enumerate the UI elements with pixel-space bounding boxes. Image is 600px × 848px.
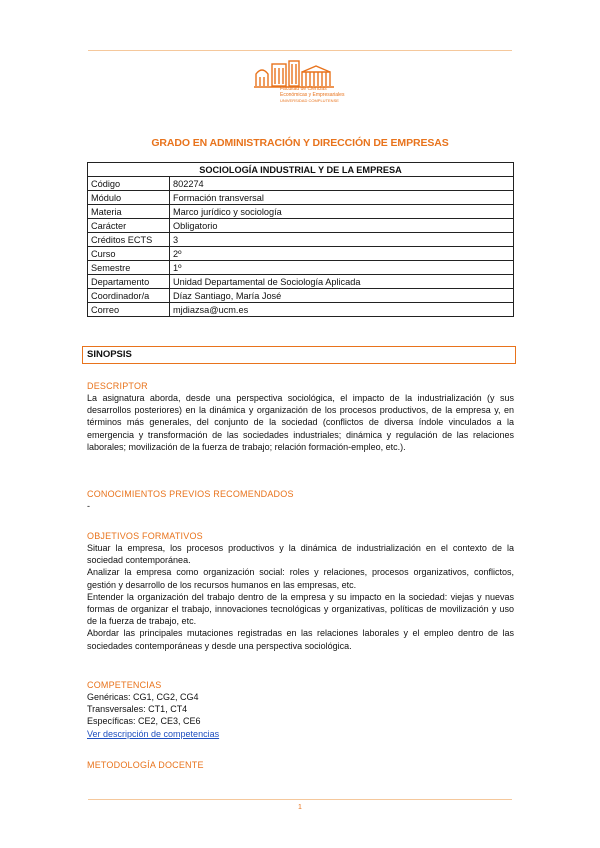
- prior-knowledge-heading: CONOCIMIENTOS PREVIOS RECOMENDADOS: [87, 489, 294, 499]
- table-row: [88, 191, 514, 205]
- row-value: Unidad Departamental de Sociología Aplicada: [170, 275, 514, 289]
- row-value: 802274: [170, 177, 514, 191]
- prior-knowledge-text: -: [87, 501, 90, 511]
- table-row: [88, 303, 514, 317]
- descriptor-section: [87, 380, 514, 453]
- table-row: [88, 275, 514, 289]
- row-label: Semestre: [88, 261, 170, 275]
- row-label: Departamento: [88, 275, 170, 289]
- objectives-heading: OBJETIVOS FORMATIVOS: [87, 531, 203, 541]
- objective-item: Entender la organización del trabajo dentro de la empresa y su impacto en la sociedad: viejas y nuevas formas de organizar el trabajo, innovaciones tecnológicas y organizativas, políticas de movilización y uso de la fuerza de trabajo, etc.: [87, 591, 514, 627]
- row-value: 2º: [170, 247, 514, 261]
- objectives-section: [87, 530, 514, 652]
- objective-item: Abordar las principales mutaciones registradas en las relaciones laborales y el empleo dentro de las sociedades contemporáneas y desde una perspectiva sociológica.: [87, 628, 514, 651]
- table-row: [88, 205, 514, 219]
- table-row: [88, 233, 514, 247]
- competencies-section: [87, 679, 514, 740]
- row-value: Formación transversal: [170, 191, 514, 205]
- course-title: SOCIOLOGÍA INDUSTRIAL Y DE LA EMPRESA: [88, 163, 514, 177]
- page-number: 1: [298, 804, 302, 811]
- header-rule: [88, 50, 512, 51]
- row-label: Créditos ECTS: [88, 233, 170, 247]
- objective-item: Analizar la empresa como organización social: roles y relaciones, procesos organizativos, conflictos, gestión y desarrollo de los recursos humanos en las empresas, etc.: [87, 567, 514, 590]
- descriptor-heading: DESCRIPTOR: [87, 381, 148, 391]
- row-label: Curso: [88, 247, 170, 261]
- faculty-logo: [252, 58, 348, 104]
- competencies-specific: Específicas: CE2, CE3, CE6: [87, 716, 201, 727]
- course-info-table: [87, 162, 514, 317]
- sinopsis-heading: SINOPSIS: [82, 346, 516, 364]
- competencies-description-link[interactable]: Ver descripción de competencias: [87, 728, 220, 739]
- row-label: Código: [88, 177, 170, 191]
- competencies-transversal: Transversales: CT1, CT4: [87, 704, 188, 715]
- logo-line-3: UNIVERSIDAD COMPLUTENSE: [280, 98, 339, 103]
- row-label: Coordinador/a: [88, 289, 170, 303]
- table-row: [88, 289, 514, 303]
- table-row: [88, 219, 514, 233]
- row-value: Díaz Santiago, María José: [170, 289, 514, 303]
- table-row: [88, 261, 514, 275]
- row-value: mjdiazsa@ucm.es: [170, 303, 514, 317]
- footer-rule: [88, 799, 512, 800]
- prior-knowledge-section: [87, 488, 514, 512]
- row-value: Obligatorio: [170, 219, 514, 233]
- degree-title: GRADO EN ADMINISTRACIÓN Y DIRECCIÓN DE EMPRESAS: [151, 137, 449, 149]
- row-label: Carácter: [88, 219, 170, 233]
- methodology-section: [87, 759, 514, 771]
- competencies-heading: COMPETENCIAS: [87, 680, 162, 690]
- logo-line-2: Económicas y Empresariales: [280, 91, 345, 98]
- logo-line-1: Facultad de Ciencias: [280, 86, 327, 92]
- row-label: Módulo: [88, 191, 170, 205]
- row-value: 1º: [170, 261, 514, 275]
- row-label: Correo: [88, 303, 170, 317]
- row-label: Materia: [88, 205, 170, 219]
- table-header-row: [88, 163, 514, 177]
- row-value: 3: [170, 233, 514, 247]
- row-value: Marco jurídico y sociología: [170, 205, 514, 219]
- methodology-heading: METODOLOGÍA DOCENTE: [87, 760, 204, 770]
- objective-item: Situar la empresa, los procesos productivos y la dinámica de industrialización en el contexto de la sociedad contemporánea.: [87, 543, 514, 566]
- descriptor-text: La asignatura aborda, desde una perspectiva sociológica, el impacto de la industrialización (y sus desarrollos posteriores) en la dinámica y organización de los procesos productivos, de la empresa y, en términos más generales, del conjunto de la sociedad (conflictos de diversa índole vinculados a la emergencia y transformación de las sociedades industriales; dinámica y regulación de las relaciones laborales; movilización de la fuerza de trabajo; relación formación-empleo, etc.).: [87, 393, 514, 452]
- table-row: [88, 247, 514, 261]
- table-row: [88, 177, 514, 191]
- competencies-generic: Genéricas: CG1, CG2, CG4: [87, 692, 199, 702]
